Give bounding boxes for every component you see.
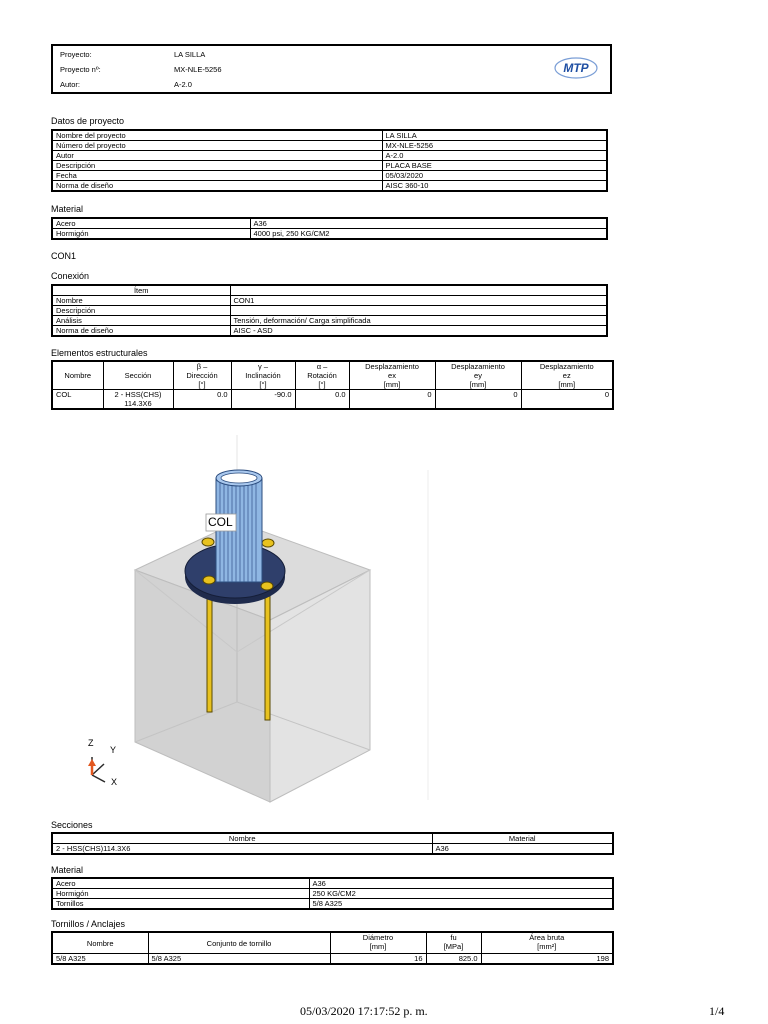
conexion-value: CON1 bbox=[230, 296, 607, 306]
datos-value: 05/03/2020 bbox=[382, 171, 607, 181]
header-value: A-2.0 bbox=[174, 80, 192, 89]
material-label: Acero bbox=[52, 218, 250, 229]
datos-label: Norma de diseño bbox=[52, 181, 382, 192]
footer-page-number: 1/4 bbox=[709, 1004, 725, 1018]
cell-conjunto: 5/8 A325 bbox=[148, 954, 330, 965]
material-value: 5/8 A325 bbox=[309, 899, 613, 910]
col-header-material: Material bbox=[432, 833, 613, 844]
col-header-diametro: Diámetro [mm] bbox=[330, 932, 426, 954]
cell-fu: 825.0 bbox=[426, 954, 481, 965]
table-row bbox=[52, 954, 613, 965]
col-header-nombre: Nombre bbox=[52, 932, 148, 954]
conexion-label: Análisis bbox=[52, 316, 230, 326]
datos-value: A-2.0 bbox=[382, 151, 607, 161]
datos-label: Descripción bbox=[52, 161, 382, 171]
section-title-tornillos: Tornillos / Anclajes bbox=[51, 919, 126, 929]
conexion-value: Tensión, deformación/ Carga simplificada bbox=[230, 316, 607, 326]
cell-nombre: 5/8 A325 bbox=[52, 954, 148, 965]
header-table bbox=[57, 47, 225, 92]
material-label: Tornillos bbox=[52, 899, 309, 910]
conexion-table bbox=[51, 284, 608, 337]
cell-ey: 0 bbox=[435, 390, 521, 410]
conexion-value bbox=[230, 306, 607, 316]
header-label: Proyecto nº: bbox=[60, 65, 101, 74]
header-value: LA SILLA bbox=[174, 50, 206, 59]
col-header-ez: Desplazamiento ez [mm] bbox=[521, 361, 613, 390]
cell-direccion: 0.0 bbox=[173, 390, 231, 410]
section-title-datos: Datos de proyecto bbox=[51, 116, 125, 126]
elementos-table bbox=[51, 360, 614, 410]
section-title-material: Material bbox=[51, 204, 84, 214]
cell-diametro: 16 bbox=[330, 954, 426, 965]
axis-x-label: X bbox=[111, 777, 118, 787]
datos-label: Autor bbox=[52, 151, 382, 161]
datos-label: Nombre del proyecto bbox=[52, 130, 382, 141]
section-title-material-2: Material bbox=[51, 865, 84, 875]
col-label: COL bbox=[208, 515, 233, 529]
material-label: Hormigón bbox=[52, 229, 250, 240]
cell-nombre: 2 - HSS(CHS)114.3X6 bbox=[52, 844, 432, 855]
secciones-table bbox=[51, 832, 614, 855]
header-label: Proyecto: bbox=[60, 50, 92, 59]
datos-value: PLACA BASE bbox=[382, 161, 607, 171]
material-table bbox=[51, 217, 608, 240]
datos-label: Número del proyecto bbox=[52, 141, 382, 151]
datos-value: MX-NLE-5256 bbox=[382, 141, 607, 151]
cell-inclinacion: -90.0 bbox=[231, 390, 295, 410]
conexion-value: AISC - ASD bbox=[230, 326, 607, 337]
conexion-label: Norma de diseño bbox=[52, 326, 230, 337]
section-title-elementos: Elementos estructurales bbox=[51, 348, 148, 358]
tornillos-table bbox=[51, 931, 614, 965]
col-header-nombre: Nombre bbox=[52, 361, 103, 390]
col-header-nombre: Nombre bbox=[52, 833, 432, 844]
col-header-ey: Desplazamiento ey [mm] bbox=[435, 361, 521, 390]
col-header-ex: Desplazamiento ex [mm] bbox=[349, 361, 435, 390]
footer-datetime: 05/03/2020 17:17:52 p. m. bbox=[300, 1004, 428, 1018]
col-header-conjunto: Conjunto de tornillo bbox=[148, 932, 330, 954]
table-row bbox=[52, 844, 613, 855]
header-label: Autor: bbox=[60, 80, 81, 89]
section-title-conexion: Conexión bbox=[51, 271, 90, 281]
conexion-label: Descripción bbox=[52, 306, 230, 316]
material-value: 4000 psi, 250 KG/CM2 bbox=[250, 229, 607, 240]
datos-label: Fecha bbox=[52, 171, 382, 181]
cell-seccion: 2 - HSS(CHS) 114.3X6 bbox=[103, 390, 173, 410]
col-header-fu: fu [MPa] bbox=[426, 932, 481, 954]
connection-id: CON1 bbox=[51, 251, 77, 261]
section-title-secciones: Secciones bbox=[51, 820, 93, 830]
cell-rotacion: 0.0 bbox=[295, 390, 349, 410]
material-label: Hormigón bbox=[52, 889, 309, 899]
col-header-direccion: β – Dirección [°] bbox=[173, 361, 231, 390]
material-value: A36 bbox=[250, 218, 607, 229]
axis-y-label: Y bbox=[110, 745, 117, 755]
material-value: A36 bbox=[309, 878, 613, 889]
mtp-logo bbox=[553, 55, 599, 81]
header-value: MX-NLE-5256 bbox=[174, 65, 222, 74]
col-header-rotacion: α – Rotación [°] bbox=[295, 361, 349, 390]
material-value: 250 KG/CM2 bbox=[309, 889, 613, 899]
conexion-header: Ítem bbox=[52, 285, 230, 296]
cell-material: A36 bbox=[432, 844, 613, 855]
col-header-area: Área bruta [mm²] bbox=[481, 932, 613, 954]
cell-nombre: COL bbox=[52, 390, 103, 410]
datos-table bbox=[51, 129, 608, 192]
svg-text:MTP: MTP bbox=[563, 61, 589, 75]
cell-ex: 0 bbox=[349, 390, 435, 410]
material-label: Acero bbox=[52, 878, 309, 889]
material-table-2 bbox=[51, 877, 614, 910]
datos-value: AISC 360-10 bbox=[382, 181, 607, 192]
connection-3d-view bbox=[70, 430, 440, 810]
header-box bbox=[51, 44, 612, 94]
col-header-seccion: Sección bbox=[103, 361, 173, 390]
col-header-inclinacion: γ – Inclinación [°] bbox=[231, 361, 295, 390]
conexion-label: Nombre bbox=[52, 296, 230, 306]
axis-z-label: Z bbox=[88, 738, 94, 748]
datos-value: LA SILLA bbox=[382, 130, 607, 141]
cell-ez: 0 bbox=[521, 390, 613, 410]
cell-area: 198 bbox=[481, 954, 613, 965]
table-row bbox=[52, 390, 613, 410]
